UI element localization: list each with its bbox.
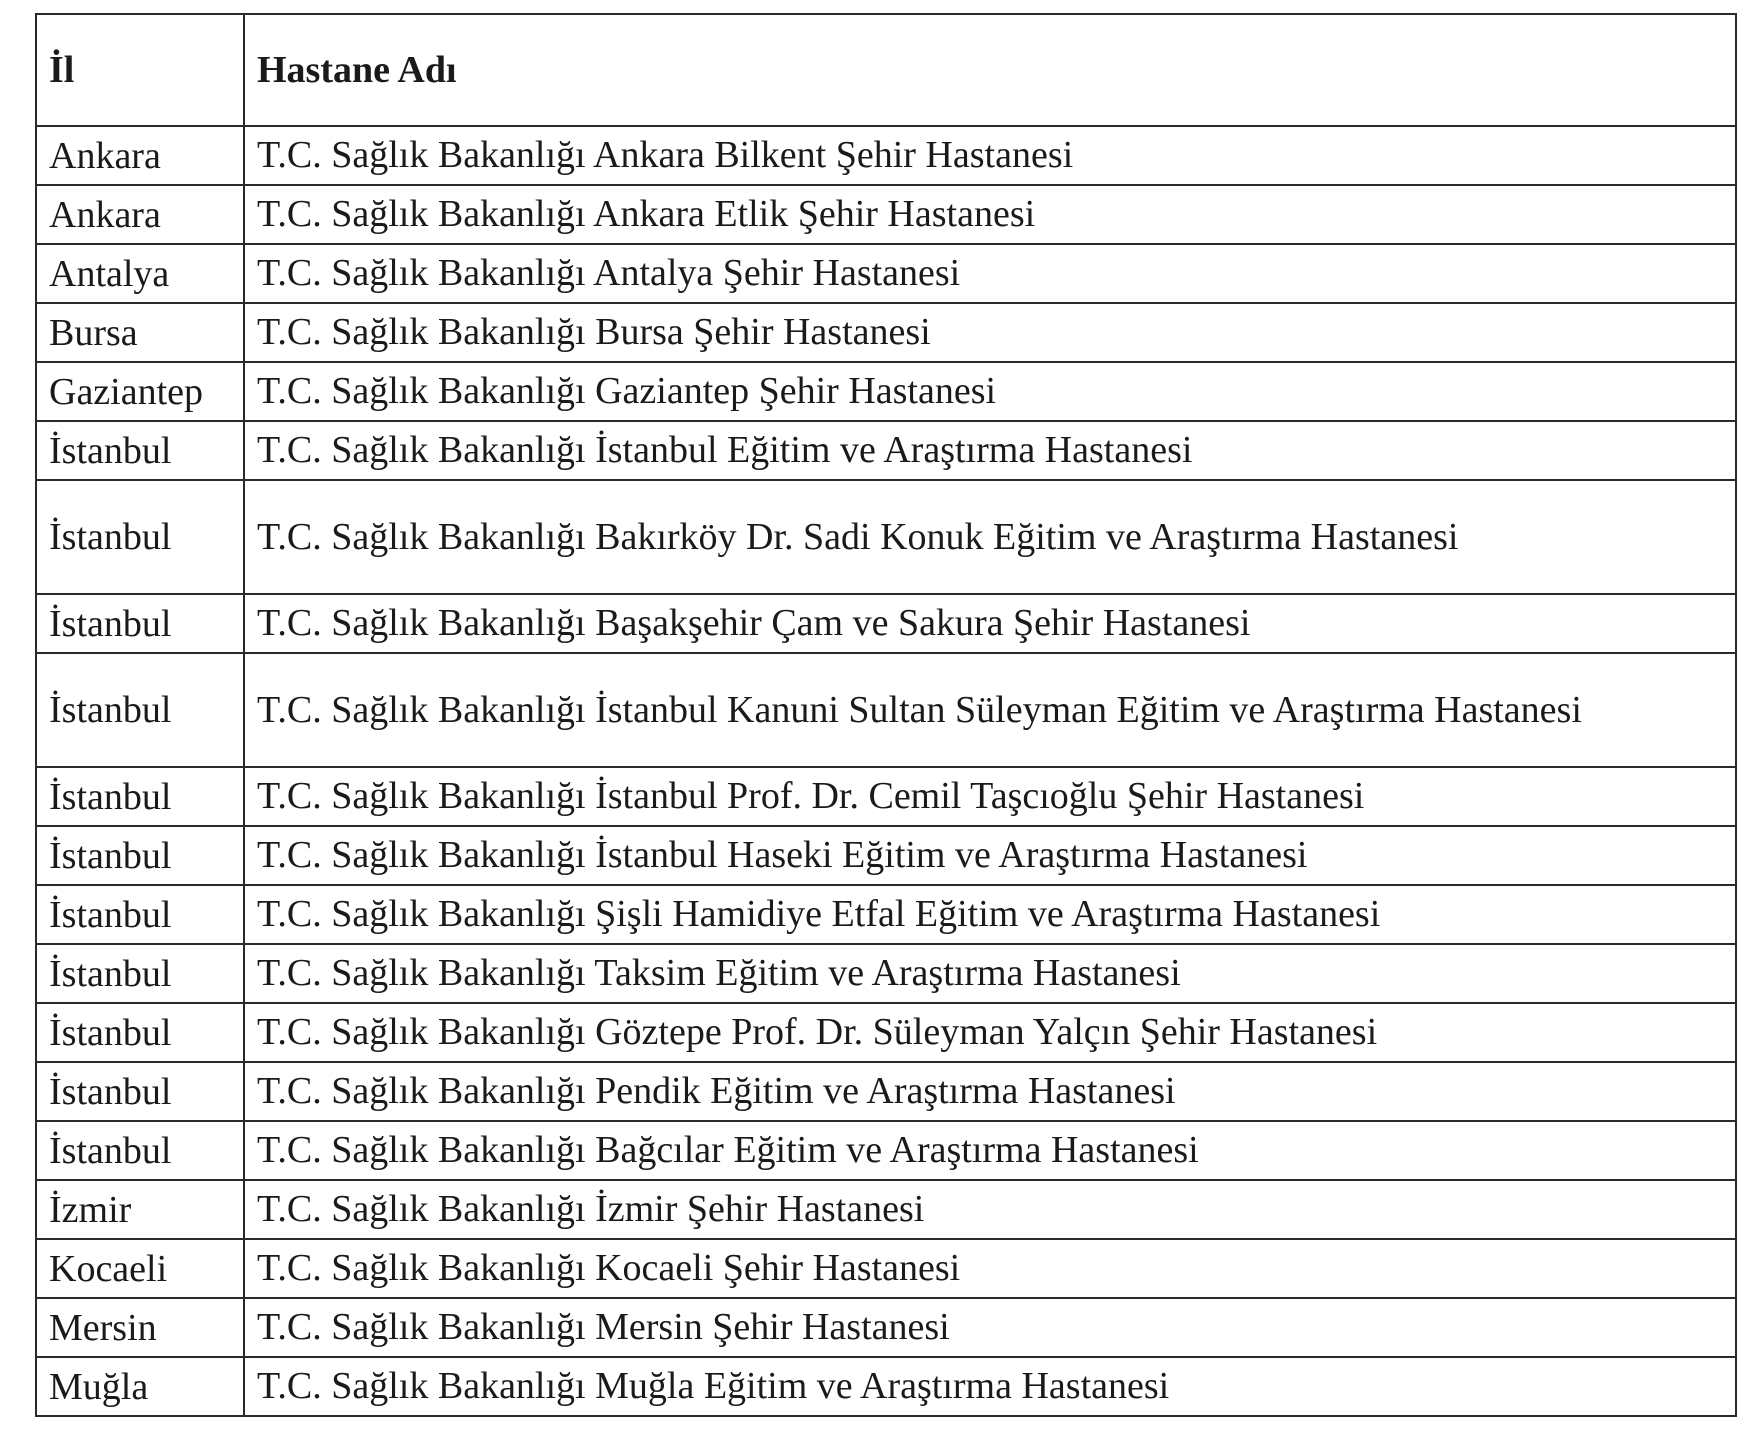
cell-hastane: T.C. Sağlık Bakanlığı İzmir Şehir Hastanesi	[244, 1180, 1736, 1239]
cell-il: Antalya	[36, 244, 244, 303]
cell-hastane: T.C. Sağlık Bakanlığı Ankara Etlik Şehir Hastanesi	[244, 185, 1736, 244]
cell-il: Ankara	[36, 126, 244, 185]
table-row	[36, 653, 1736, 767]
table-row	[36, 885, 1736, 944]
cell-il: İstanbul	[36, 826, 244, 885]
cell-il: Ankara	[36, 185, 244, 244]
table-row	[36, 1298, 1736, 1357]
table-row	[36, 244, 1736, 303]
table-row	[36, 767, 1736, 826]
cell-il: İstanbul	[36, 421, 244, 480]
table-row	[36, 1357, 1736, 1416]
cell-il: İstanbul	[36, 653, 244, 767]
table-row	[36, 421, 1736, 480]
table-row	[36, 1121, 1736, 1180]
table-row	[36, 303, 1736, 362]
table-row	[36, 1062, 1736, 1121]
table-row	[36, 594, 1736, 653]
cell-hastane: T.C. Sağlık Bakanlığı Bağcılar Eğitim ve Araştırma Hastanesi	[244, 1121, 1736, 1180]
table-row	[36, 826, 1736, 885]
cell-hastane: T.C. Sağlık Bakanlığı Pendik Eğitim ve Araştırma Hastanesi	[244, 1062, 1736, 1121]
cell-il: İstanbul	[36, 594, 244, 653]
cell-hastane: T.C. Sağlık Bakanlığı Taksim Eğitim ve Araştırma Hastanesi	[244, 944, 1736, 1003]
cell-hastane: T.C. Sağlık Bakanlığı İstanbul Kanuni Sultan Süleyman Eğitim ve Araştırma Hastanesi	[244, 653, 1736, 767]
cell-il: İstanbul	[36, 885, 244, 944]
cell-hastane: T.C. Sağlık Bakanlığı İstanbul Haseki Eğitim ve Araştırma Hastanesi	[244, 826, 1736, 885]
table-row	[36, 1239, 1736, 1298]
table-row	[36, 362, 1736, 421]
cell-il: Mersin	[36, 1298, 244, 1357]
cell-hastane: T.C. Sağlık Bakanlığı Kocaeli Şehir Hastanesi	[244, 1239, 1736, 1298]
table-row	[36, 480, 1736, 594]
table-row	[36, 1003, 1736, 1062]
cell-il: Gaziantep	[36, 362, 244, 421]
cell-il: İstanbul	[36, 1121, 244, 1180]
cell-hastane: T.C. Sağlık Bakanlığı Bakırköy Dr. Sadi Konuk Eğitim ve Araştırma Hastanesi	[244, 480, 1736, 594]
cell-hastane: T.C. Sağlık Bakanlığı Şişli Hamidiye Etfal Eğitim ve Araştırma Hastanesi	[244, 885, 1736, 944]
cell-hastane: T.C. Sağlık Bakanlığı Göztepe Prof. Dr. Süleyman Yalçın Şehir Hastanesi	[244, 1003, 1736, 1062]
cell-il: Bursa	[36, 303, 244, 362]
table-row	[36, 1180, 1736, 1239]
table-header-row	[36, 14, 1736, 126]
table-row	[36, 126, 1736, 185]
cell-hastane: T.C. Sağlık Bakanlığı Antalya Şehir Hastanesi	[244, 244, 1736, 303]
cell-hastane: T.C. Sağlık Bakanlığı İstanbul Eğitim ve Araştırma Hastanesi	[244, 421, 1736, 480]
cell-il: İstanbul	[36, 1062, 244, 1121]
cell-hastane: T.C. Sağlık Bakanlığı İstanbul Prof. Dr. Cemil Taşcıoğlu Şehir Hastanesi	[244, 767, 1736, 826]
hospital-table	[35, 13, 1737, 1417]
table-row	[36, 185, 1736, 244]
cell-il: İzmir	[36, 1180, 244, 1239]
cell-hastane: T.C. Sağlık Bakanlığı Ankara Bilkent Şehir Hastanesi	[244, 126, 1736, 185]
header-il: İl	[36, 14, 244, 126]
cell-hastane: T.C. Sağlık Bakanlığı Bursa Şehir Hastanesi	[244, 303, 1736, 362]
cell-hastane: T.C. Sağlık Bakanlığı Gaziantep Şehir Hastanesi	[244, 362, 1736, 421]
cell-il: İstanbul	[36, 480, 244, 594]
header-hastane-adi: Hastane Adı	[244, 14, 1736, 126]
cell-il: İstanbul	[36, 944, 244, 1003]
cell-hastane: T.C. Sağlık Bakanlığı Başakşehir Çam ve Sakura Şehir Hastanesi	[244, 594, 1736, 653]
cell-hastane: T.C. Sağlık Bakanlığı Muğla Eğitim ve Araştırma Hastanesi	[244, 1357, 1736, 1416]
cell-il: İstanbul	[36, 1003, 244, 1062]
cell-hastane: T.C. Sağlık Bakanlığı Mersin Şehir Hastanesi	[244, 1298, 1736, 1357]
cell-il: İstanbul	[36, 767, 244, 826]
cell-il: Kocaeli	[36, 1239, 244, 1298]
cell-il: Muğla	[36, 1357, 244, 1416]
table-row	[36, 944, 1736, 1003]
